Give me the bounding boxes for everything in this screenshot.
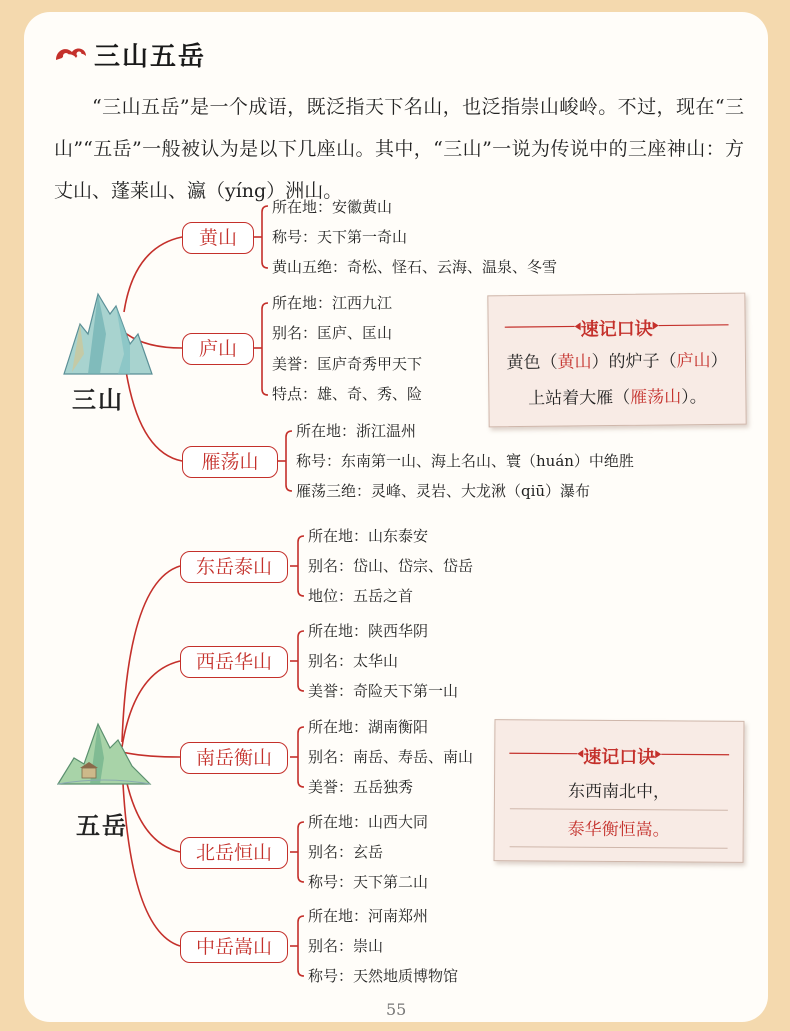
detail-yandangshan-title: 称号：东南第一山、海上名山、寰（huán）中绝胜 [296, 452, 634, 470]
detail-yandangshan-three-wonders: 雁荡三绝：灵峰、灵岩、大龙湫（qiū）瀑布 [296, 482, 591, 500]
memo-card-san-shan [487, 293, 746, 428]
detail-lushan-features: 特点：雄、奇、秀、险 [272, 385, 423, 403]
intro-paragraph: “三山五岳”是一个成语，既泛指天下名山，也泛指崇山峻岭。不过，现在“三山”“五岳”一般被认为是以下几座山。其中，“三山”一说为传说中的三座神山：方丈山、蓬莱山、瀛（yíng）洲山。 [54, 96, 744, 202]
branch-line-taishan [122, 566, 180, 742]
node-yandangshan: 雁荡山 [182, 446, 278, 478]
memo-card-wu-yue [494, 719, 745, 863]
node-taishan: 东岳泰山 [180, 551, 288, 583]
memo-line-2: 上站着大雁（雁荡山）。 [528, 387, 707, 409]
mountain-illustration-san-shan [58, 284, 158, 380]
detail-taishan-location: 所在地：山东泰安 [308, 527, 429, 545]
detail-huashan-location: 所在地：陕西华阴 [308, 622, 429, 640]
detail-hengshan-south-fame: 美誉：五岳独秀 [308, 778, 414, 796]
detail-hengshan-south-location: 所在地：湖南衡阳 [308, 718, 429, 736]
mountain-illustration-wu-yue [54, 718, 154, 790]
detail-lushan-alias: 别名：匡庐、匡山 [272, 324, 393, 342]
node-songshan: 中岳嵩山 [180, 931, 288, 963]
group-label-san-shan: 三山 [72, 385, 124, 414]
detail-huangshan-five-wonders: 黄山五绝：奇松、怪石、云海、温泉、冬雪 [272, 258, 558, 276]
memo-line-1: 东西南北中， [510, 774, 728, 811]
node-hengshan-north: 北岳恒山 [180, 837, 288, 869]
memo-line-2: 泰华衡恒嵩。 [509, 812, 727, 849]
detail-hengshan-north-title: 称号：天下第二山 [308, 873, 429, 891]
page-title: 三山五岳 [94, 42, 207, 72]
page-number: 55 [386, 1000, 407, 1019]
detail-taishan-status: 地位：五岳之首 [308, 587, 414, 605]
detail-lushan-fame: 美誉：匡庐奇秀甲天下 [272, 355, 423, 373]
detail-lushan-location: 所在地：江西九江 [272, 294, 393, 312]
memo-title: 速记口诀 [583, 746, 656, 769]
detail-hengshan-north-location: 所在地：山西大同 [308, 813, 429, 831]
node-hengshan-south: 南岳衡山 [180, 742, 288, 774]
memo-line-1: 黄色（黄山）的炉子（庐山） [506, 350, 728, 374]
detail-hengshan-south-alias: 别名：南岳、寿岳、南山 [308, 748, 474, 766]
detail-hengshan-north-alias: 别名：玄岳 [308, 843, 384, 861]
detail-taishan-alias: 别名：岱山、岱宗、岱岳 [308, 557, 474, 575]
detail-huashan-alias: 别名：太华山 [308, 652, 399, 670]
node-huangshan: 黄山 [182, 222, 254, 254]
node-lushan: 庐山 [182, 333, 254, 365]
memo-title: 速记口诀 [580, 318, 653, 341]
detail-songshan-alias: 别名：崇山 [308, 937, 384, 955]
detail-yandangshan-location: 所在地：浙江温州 [296, 422, 417, 440]
detail-huangshan-location: 所在地：安徽黄山 [272, 198, 393, 216]
detail-songshan-location: 所在地：河南郑州 [308, 907, 429, 925]
group-label-wu-yue: 五岳 [76, 811, 128, 840]
detail-huashan-fame: 美誉：奇险天下第一山 [308, 682, 459, 700]
detail-songshan-title: 称号：天然地质博物馆 [308, 967, 459, 985]
node-huashan: 西岳华山 [180, 646, 288, 678]
page [24, 12, 768, 1022]
detail-huangshan-title: 称号：天下第一奇山 [272, 228, 408, 246]
